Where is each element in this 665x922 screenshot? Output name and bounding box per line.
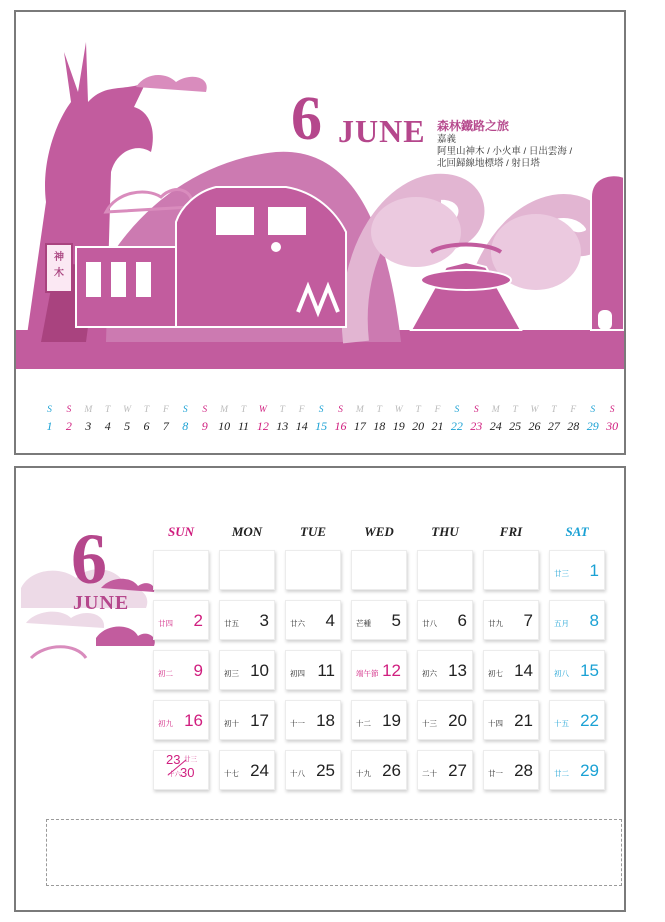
day-cell[interactable] — [219, 700, 275, 740]
lunar-date: 二十 — [422, 769, 437, 778]
mini-weekday-letter: T — [105, 405, 111, 415]
mini-weekday-letter: S — [590, 405, 596, 415]
lunar-date: 十一 — [290, 719, 305, 728]
day-cell[interactable] — [153, 650, 209, 690]
day-number: 12 — [382, 661, 401, 680]
day-number: 17 — [250, 711, 269, 730]
lunar-date: 廿五 — [224, 619, 239, 628]
day-number: 24 — [250, 761, 269, 780]
empty-day-cell[interactable] — [417, 550, 473, 590]
day-number: 14 — [514, 661, 533, 680]
lunar-date: 芒種 — [356, 619, 371, 628]
lunar-date: 初三 — [224, 669, 239, 678]
mini-weekday-letter: T — [551, 405, 557, 415]
lunar-date: 十六 — [168, 771, 181, 778]
day-number: 1 — [589, 561, 599, 580]
day-number: 18 — [316, 711, 335, 730]
day-number: 21 — [514, 711, 533, 730]
mini-day-number: 17 — [353, 419, 366, 433]
mini-day-number: 13 — [276, 419, 289, 433]
empty-day-cell[interactable] — [219, 550, 275, 590]
mini-weekday-letter: F — [434, 405, 441, 415]
lunar-date: 廿二 — [554, 769, 569, 778]
day-cell[interactable] — [219, 750, 275, 790]
day-cell[interactable] — [285, 600, 341, 640]
lunar-date: 初七 — [488, 669, 503, 678]
theme-spots-line2: 北回歸線地標塔 / 射日塔 — [437, 158, 540, 169]
mini-weekday-letter: S — [202, 405, 208, 415]
day-number: 13 — [448, 661, 467, 680]
day-number: 26 — [382, 761, 401, 780]
mini-weekday-letter: T — [279, 405, 285, 415]
weekday-header: WED — [364, 524, 394, 539]
day-cell[interactable] — [153, 600, 209, 640]
mini-day-number: 2 — [65, 419, 72, 433]
weekday-header: THU — [431, 524, 459, 539]
scenery-illustration — [16, 12, 624, 369]
day-number: 15 — [580, 661, 599, 680]
lunar-date: 廿三 — [184, 756, 197, 763]
lunar-date: 廿四 — [158, 619, 173, 628]
lunar-date: 初四 — [290, 669, 305, 678]
mini-weekday-letter: S — [454, 405, 460, 415]
empty-day-cell[interactable] — [483, 550, 539, 590]
day-number: 8 — [589, 611, 599, 630]
mini-weekday-letter: M — [84, 405, 93, 415]
day-number: 28 — [514, 761, 533, 780]
day-cell[interactable] — [219, 600, 275, 640]
day-number: 20 — [448, 711, 467, 730]
day-cell[interactable] — [153, 750, 209, 790]
mini-weekday-letter: M — [220, 405, 229, 415]
lunar-date: 十二 — [356, 719, 371, 728]
day-number: 3 — [259, 611, 269, 630]
mini-day-number: 10 — [218, 419, 231, 433]
day-cell[interactable] — [483, 750, 539, 790]
month-name: JUNE — [338, 113, 426, 149]
mini-day-number: 5 — [124, 419, 131, 433]
top-calendar-page — [14, 10, 626, 455]
day-number: 22 — [580, 711, 599, 730]
mini-day-number: 26 — [528, 419, 541, 433]
lunar-date: 初六 — [422, 669, 437, 678]
mini-weekday-letter: S — [66, 405, 72, 415]
lunar-date: 十四 — [488, 719, 503, 728]
day-number: 9 — [193, 661, 203, 680]
mini-weekday-letter: W — [530, 405, 539, 415]
mini-weekday-letter: S — [338, 405, 343, 415]
lunar-date: 廿一 — [488, 769, 503, 778]
day-cell[interactable] — [483, 600, 539, 640]
mini-weekday-letter: M — [355, 405, 364, 415]
mini-day-number: 9 — [201, 419, 208, 433]
lunar-date: 初十 — [224, 719, 239, 728]
day-number: 7 — [523, 611, 533, 630]
mini-weekday-letter: T — [376, 405, 382, 415]
lunar-date: 初二 — [158, 669, 173, 678]
day-cell[interactable] — [483, 650, 539, 690]
day-number: 2 — [193, 611, 203, 630]
theme-location: 嘉義 — [437, 134, 457, 145]
day-number: 10 — [250, 661, 269, 680]
day-cell[interactable] — [549, 700, 605, 740]
mini-weekday-letter: W — [394, 405, 403, 415]
mini-weekday-letter: T — [512, 405, 518, 415]
empty-day-cell[interactable] — [351, 550, 407, 590]
theme-title: 森林鐵路之旅 — [437, 119, 510, 133]
day-cell[interactable] — [483, 700, 539, 740]
lunar-date: 初八 — [554, 669, 569, 678]
mini-day-number: 16 — [334, 419, 347, 433]
mini-weekday-letter: M — [491, 405, 500, 415]
weekday-header: SUN — [167, 524, 194, 539]
mini-day-number: 18 — [373, 419, 386, 433]
mini-day-number: 11 — [237, 419, 250, 433]
day-cell[interactable] — [351, 600, 407, 640]
mini-day-number: 3 — [85, 419, 92, 433]
bottom-calendar-page — [14, 466, 626, 912]
lunar-date: 十三 — [422, 719, 437, 728]
mini-day-number: 15 — [315, 419, 328, 433]
mini-day-number: 19 — [392, 419, 405, 433]
mini-day-number: 30 — [606, 419, 619, 433]
day-cell[interactable] — [351, 700, 407, 740]
lunar-date: 十八 — [290, 769, 305, 778]
day-cell[interactable] — [417, 650, 473, 690]
day-cell[interactable] — [549, 550, 605, 590]
lunar-date: 廿八 — [422, 619, 437, 628]
day-cell[interactable] — [351, 750, 407, 790]
day-number: 11 — [317, 661, 335, 680]
mini-weekday-letter: S — [318, 405, 324, 415]
sacred-tree-sign-text: 神木 — [54, 252, 64, 279]
mini-weekday-letter: S — [182, 405, 188, 415]
mini-weekday-letter: F — [162, 405, 169, 415]
lunar-date: 廿六 — [290, 619, 305, 628]
lunar-date: 初九 — [158, 719, 173, 728]
day-number: 30 — [180, 765, 195, 780]
day-cell[interactable] — [351, 650, 407, 690]
mini-day-number: 6 — [143, 419, 150, 433]
day-cell[interactable] — [285, 750, 341, 790]
day-cell[interactable] — [417, 700, 473, 740]
day-cell[interactable] — [153, 700, 209, 740]
mini-day-number: 20 — [412, 419, 425, 433]
mini-day-number: 21 — [431, 419, 444, 433]
weekday-header: FRI — [499, 524, 523, 539]
empty-day-cell[interactable] — [285, 550, 341, 590]
month-number: 6 — [291, 85, 322, 153]
big-month-number: 6 — [71, 519, 107, 599]
lunar-date: 五月 — [554, 619, 569, 628]
day-number: 5 — [391, 611, 401, 630]
weekday-header: MON — [231, 524, 263, 539]
mini-day-number: 4 — [104, 419, 111, 433]
lunar-date: 十七 — [224, 769, 239, 778]
lunar-date: 十九 — [356, 769, 371, 778]
mini-day-number: 1 — [46, 419, 53, 433]
mini-day-number: 12 — [256, 419, 269, 433]
mini-weekday-letter: T — [143, 405, 150, 415]
mini-weekday-letter: W — [123, 405, 132, 415]
mini-day-number: 22 — [450, 419, 463, 433]
mini-weekday-letter: F — [298, 405, 305, 415]
mini-weekday-letter: S — [473, 405, 479, 415]
mini-weekday-letter: F — [570, 405, 577, 415]
lunar-date: 廿九 — [488, 619, 503, 628]
mini-day-number: 25 — [509, 419, 522, 433]
mini-weekday-letter: S — [609, 405, 615, 415]
weekday-header: TUE — [300, 524, 326, 539]
mini-weekday-letter: W — [258, 405, 267, 415]
mini-day-number: 14 — [295, 419, 308, 433]
mini-day-number: 24 — [489, 419, 502, 433]
lunar-date: 廿三 — [554, 569, 569, 578]
day-number: 16 — [184, 711, 203, 730]
weekday-header: SAT — [565, 524, 589, 539]
day-cell[interactable] — [417, 600, 473, 640]
mini-weekday-letter: T — [240, 405, 247, 415]
empty-day-cell[interactable] — [153, 550, 209, 590]
mini-day-number: 7 — [162, 419, 169, 433]
day-cell[interactable] — [285, 650, 341, 690]
day-number: 27 — [448, 761, 467, 780]
lunar-date: 十五 — [554, 719, 569, 728]
lunar-date: 端午節 — [356, 669, 379, 678]
day-number: 19 — [382, 711, 401, 730]
mini-weekday-letter: S — [47, 405, 52, 415]
mini-day-number: 29 — [586, 419, 599, 433]
day-cell[interactable] — [549, 600, 605, 640]
day-cell[interactable] — [549, 650, 605, 690]
day-number: 6 — [457, 611, 467, 630]
mini-weekday-letter: T — [415, 405, 421, 415]
mini-day-number: 8 — [182, 419, 189, 433]
day-cell[interactable] — [219, 650, 275, 690]
mini-day-number: 28 — [567, 419, 580, 433]
mini-day-number: 23 — [470, 419, 483, 433]
day-number: 29 — [580, 761, 599, 780]
day-number: 23 — [166, 752, 181, 767]
illustration-banner — [16, 12, 624, 369]
theme-spots-line1: 阿里山神木 / 小火車 / 日出雲海 / — [437, 146, 573, 157]
notes-box[interactable] — [46, 819, 622, 886]
day-number: 4 — [325, 611, 335, 630]
day-cell[interactable] — [549, 750, 605, 790]
day-number: 25 — [316, 761, 335, 780]
mini-day-number: 27 — [547, 419, 560, 433]
mini-month-strip — [40, 405, 620, 445]
big-month-name: JUNE — [73, 592, 130, 614]
day-cell[interactable] — [417, 750, 473, 790]
day-cell[interactable] — [285, 700, 341, 740]
